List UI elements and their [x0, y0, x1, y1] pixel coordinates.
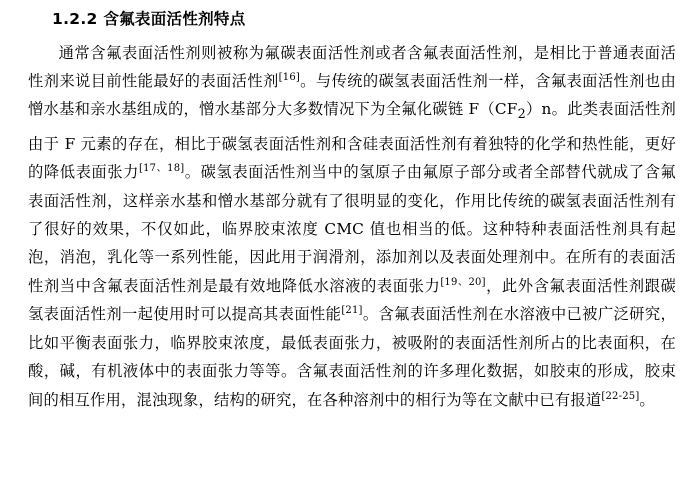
body-paragraph: 通常含氟表面活性剂则被称为氟碳表面活性剂或者含氟表面活性剂，是相比于普通表面活性剂来说目前性能最好的表面活性剂[16]。与传统的碳氢表面活性剂一样，含氟表面活性剂也由憎水基和亲水基组成的，憎水基部分大多数情况下为全氟化碳链 $F(CF_2)n$。此类表面活性剂由于 F 元素的存在，相比于碳氢表面活性剂和含硅表面活性剂有着独特的化学和热性能，更好的降低表面张力[17、18]。碳氢表面活性剂当中的氢原子由氟原子部分或者全部替代就成了含氟表面活性剂，这样亲水基和憎水基部分就有了很明显的变化，作用比传统的碳氢表面活性剂有了很好的效果，不仅如此，临界胶束浓度 CMC 值也相当的低。这种特种表面活性剂具有起泡，消泡，乳化等一系列性能，因此用于润滑剂，添加剂以及表面处理剂中。在所有的表面活性剂当中含氟表面活性剂是最有效地降低水溶液的表面张力[19、20]，此外含氟表面活性剂跟碳氢表面活性剂一起使用时可以提高其表面性能[21]。含氟表面活性剂在水溶液中已被广泛研究，比如平衡表面张力，临界胶束浓度，最低表面张力，被吸附的表面活性剂所占的比表面积，在酸，碱，有机液体中的表面张力等等。含氟表面活性剂的许多理化数据，如胶束的形成，胶束间的相互作用，混浊现象，结构的研究，在各种溶剂中的相行为等在文献中已有报道[22-25]。: [28, 43, 677, 409]
citation-reference: [19、20]: [440, 276, 486, 288]
subscript-text: 2: [517, 107, 526, 123]
citation-reference: [21]: [341, 305, 363, 317]
citation-reference: [22-25]: [601, 390, 640, 402]
citation-reference: [16]: [278, 71, 300, 83]
citation-reference: [17、18]: [139, 163, 185, 175]
page-title: 1.2.2 含氟表面活性剂特点: [52, 10, 246, 28]
